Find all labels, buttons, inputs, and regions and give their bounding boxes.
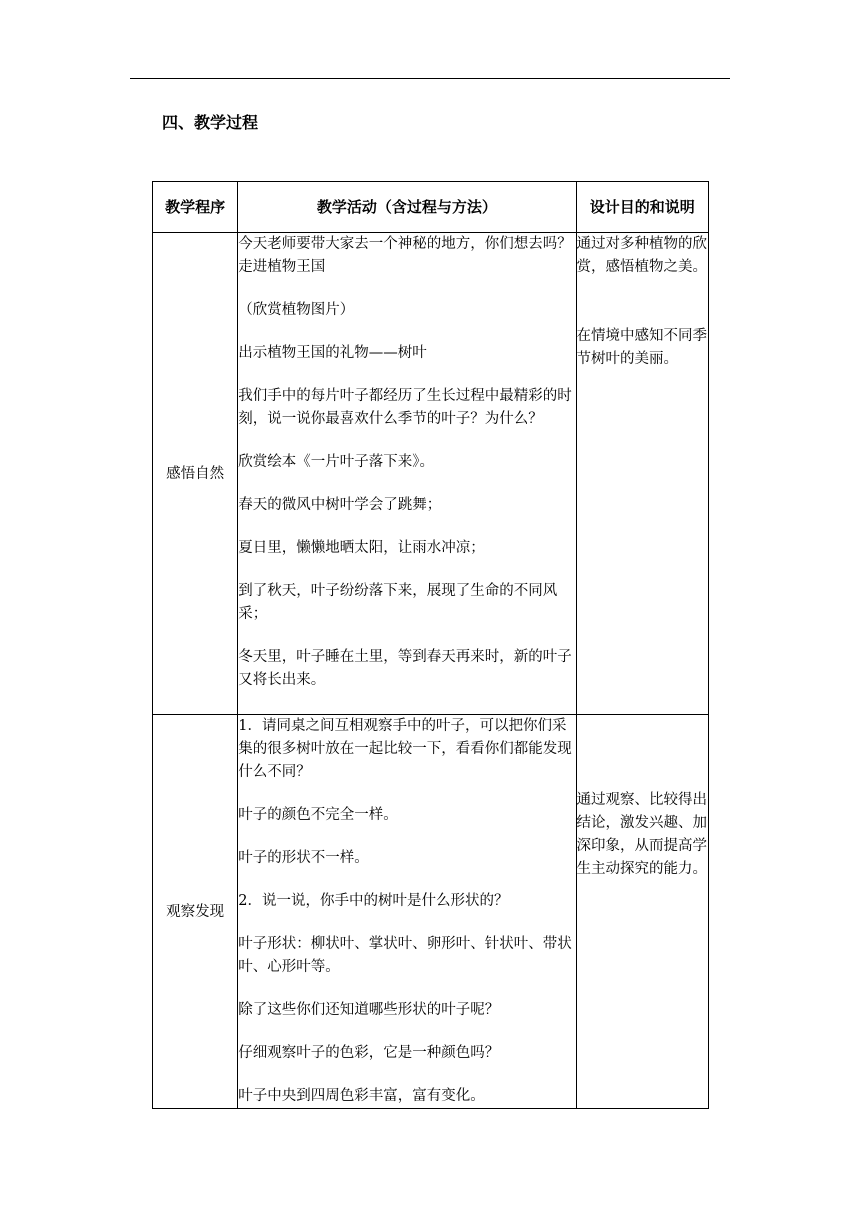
table-row <box>153 715 709 1109</box>
header-rule <box>130 78 730 79</box>
activity-item: 今天老师要带大家去一个神秘的地方，你们想去吗？走进植物王国 <box>238 236 572 275</box>
lesson-table <box>152 181 709 1109</box>
activity-item: 冬天里，叶子睡在土里，等到春天再来时，新的叶子又将长出来。 <box>238 649 572 688</box>
activity-item: （欣赏植物图片） <box>238 302 355 318</box>
activity-item: 仔细观察叶子的色彩，它是一种颜色吗？ <box>238 1045 500 1061</box>
stage-cell: 观察发现 <box>153 715 238 1109</box>
activity-item: 叶子的形状不一样。 <box>238 850 369 866</box>
section-title: 四、教学过程 <box>162 113 259 132</box>
activity-item: 欣赏绘本《一片叶子落下来》。 <box>238 454 435 470</box>
activity-item: 出示植物王国的礼物——树叶 <box>238 345 427 361</box>
stage-cell: 感悟自然 <box>153 233 238 715</box>
purpose-item: 通过观察、比较得出结论，激发兴趣、加深印象，从而提高学生主动探究的能力。 <box>576 792 707 877</box>
activity-item: 1．请同桌之间互相观察手中的叶子，可以把你们采集的很多树叶放在一起比较一下，看看你们都能发现什么不同？ <box>238 718 572 780</box>
table-row <box>153 233 709 715</box>
activity-item: 叶子中央到四周色彩丰富，富有变化。 <box>238 1088 485 1104</box>
activity-item: 春天的微风中树叶学会了跳舞； <box>238 497 442 513</box>
activity-item: 叶子形状：柳状叶、掌状叶、卵形叶、针状叶、带状叶、心形叶等。 <box>238 936 572 975</box>
activity-item: 叶子的颜色不完全一样。 <box>238 807 398 823</box>
purpose-item: 通过对多种植物的欣赏，感悟植物之美。 <box>576 236 707 275</box>
header-purpose: 设计目的和说明 <box>576 182 709 233</box>
purpose-cell <box>576 233 709 715</box>
purpose-cell <box>576 715 709 1109</box>
activity-cell <box>238 715 576 1109</box>
activity-item: 除了这些你们还知道哪些形状的叶子呢？ <box>238 1002 500 1018</box>
activity-item: 到了秋天，叶子纷纷落下来，展现了生命的不同风采； <box>238 583 558 622</box>
table-header-row <box>153 182 709 233</box>
activity-item: 我们手中的每片叶子都经历了生长过程中最精彩的时刻，说一说你最喜欢什么季节的叶子？为什么？ <box>238 388 572 427</box>
header-activity: 教学活动（含过程与方法） <box>238 182 576 233</box>
activity-cell <box>238 233 576 715</box>
header-stage: 教学程序 <box>153 182 238 233</box>
purpose-item: 在情境中感知不同季节树叶的美丽。 <box>576 328 707 367</box>
activity-item: 2．说一说，你手中的树叶是什么形状的？ <box>238 893 509 909</box>
activity-item: 夏日里，懒懒地晒太阳，让雨水冲凉； <box>238 540 485 556</box>
